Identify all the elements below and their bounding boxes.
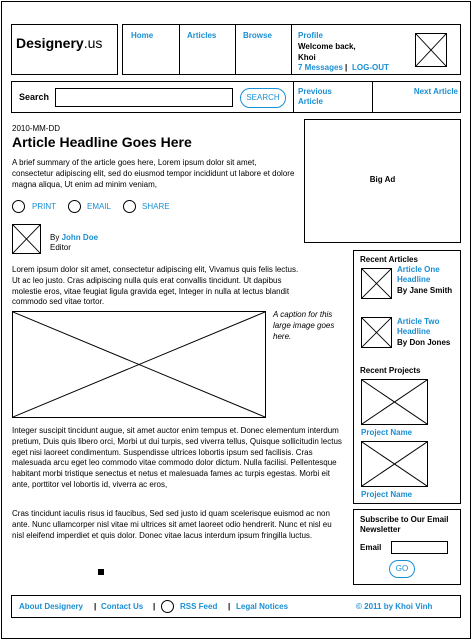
newsletter-title: Subscribe to Our Email Newsletter — [360, 515, 449, 534]
print-icon[interactable] — [12, 200, 25, 213]
logo-text: Designery — [16, 35, 84, 51]
footer-separator: | — [153, 602, 156, 611]
footer-copyright: © 2011 by Khoi Vinh — [356, 602, 433, 611]
search-button[interactable]: SEARCH — [240, 88, 286, 108]
article-large-image[interactable] — [12, 311, 266, 418]
rss-icon[interactable] — [161, 600, 174, 613]
previous-article-link[interactable]: Previous Article — [298, 87, 332, 106]
author-role: Editor — [50, 243, 71, 252]
big-ad[interactable] — [304, 119, 461, 243]
recent-articles-panel — [353, 250, 461, 504]
article-summary: A brief summary of the article goes here, Lorem ipsum dolor sit amet, consectetur adipiscing elit, sed do eiusmod tempor incididunt ut labore et dolore magna aliqua, Ut enim ad minim veniam, — [12, 158, 295, 189]
image-caption: A caption for this large image goes here. — [273, 310, 335, 341]
nav-divider — [291, 25, 292, 74]
logo-tld: .us — [83, 35, 103, 51]
next-article-link[interactable]: Next Article — [413, 87, 458, 96]
recent-article-thumb[interactable] — [361, 268, 392, 299]
ad-label: Big Ad — [369, 175, 396, 184]
newsletter-email-input[interactable] — [391, 541, 448, 554]
author-photo[interactable] — [12, 224, 41, 254]
nav-divider — [235, 25, 236, 74]
search-input[interactable] — [55, 88, 233, 107]
project-thumb[interactable] — [361, 441, 428, 487]
nav-divider — [179, 25, 180, 74]
footer-about-link[interactable]: About Designery — [19, 602, 84, 611]
recent-article-author: By Don Jones — [397, 338, 451, 347]
article-paragraph: Integer suscipit tincidunt augue, sit amet auctor enim tempus et. Donec elementum interdum pretium, Duis quis libero orci, Morbi ut dui turpis, sed viverra tellus, Quisque sollicitudin lectus eget nisi laoreet condimentum. Suspendisse ultrices lobortis ipsum sed facilisis. Cras malesuada arcu eget leo commodo vitae commodo dolor dictum. Nulla facilisi. Pellentesque habitant morbi tristique senectus et netus et malesuada fames ac turpis egestas. Morbi eit ante, porttitor vel lobortis id, viverra ac eros, — [12, 426, 342, 489]
project-name[interactable]: Project Name — [361, 428, 413, 437]
search-divider — [372, 82, 373, 112]
article-headline: Article Headline Goes Here — [12, 134, 192, 150]
recent-article-thumb[interactable] — [361, 317, 392, 348]
nav-articles[interactable]: Articles — [187, 31, 217, 40]
recent-article-title[interactable]: Article Two Headline — [397, 317, 440, 336]
recent-projects-title: Recent Projects — [360, 366, 421, 375]
newsletter-panel — [353, 509, 461, 585]
nav-browse[interactable]: Browse — [243, 31, 272, 40]
footer-separator: | — [94, 602, 97, 611]
recent-articles-title: Recent Articles — [360, 255, 418, 264]
search-bar — [11, 81, 461, 113]
email-icon[interactable] — [68, 200, 81, 213]
separator: | — [345, 63, 348, 72]
footer-contact-link[interactable]: Contact Us — [101, 602, 144, 611]
email-label: Email — [360, 543, 382, 552]
project-name[interactable]: Project Name — [361, 490, 413, 499]
avatar[interactable] — [415, 33, 447, 67]
logo-box[interactable] — [11, 24, 118, 75]
footer-legal-link[interactable]: Legal Notices — [236, 602, 289, 611]
footer-separator: | — [228, 602, 231, 611]
print-link[interactable]: PRINT — [32, 202, 56, 211]
project-thumb[interactable] — [361, 379, 428, 425]
nav-bar — [122, 24, 461, 75]
footer-rss-link[interactable]: RSS Feed — [180, 602, 218, 611]
footer — [11, 595, 461, 618]
search-divider — [293, 82, 294, 112]
recent-article-title[interactable]: Article One Headline — [397, 265, 440, 284]
search-label: Search — [19, 92, 50, 102]
article-paragraph: Cras tincidunt iaculis risus id faucibus, Sed sed justo id quam scelerisque euismod ac non ante. Nunc ullamcorper nisl vitae mi ultrices sit amet laoreet odio hendrerit. Nunc et nisl eu nisl eleifend imperdiet et quis dolor. Donec vitae lacus interdum ipsum fringilla luctus. — [12, 509, 332, 540]
newsletter-go-button[interactable]: GO — [389, 560, 415, 578]
author-name[interactable]: John Doe — [61, 233, 99, 242]
article-paragraph: Lorem ipsum dolor sit amet, consectetur adipiscing elit, Vivamus quis felis lectus. Ut ac leo justo. Cras adipiscing nulla quis erat convallis tincidunt. Ut dapibus molestie eros, vitae feugiat ligula gravida eget, Integer in nulla at lectus blandit commodo sed vitae tortor. — [12, 265, 299, 307]
user-name: Khoi — [298, 53, 316, 62]
logout-link[interactable]: LOG-OUT — [352, 63, 389, 72]
end-mark — [98, 569, 104, 575]
share-link[interactable]: SHARE — [142, 202, 170, 211]
share-icon[interactable] — [123, 200, 136, 213]
article-date: 2010-MM-DD — [12, 124, 61, 133]
author-by: By — [50, 233, 60, 242]
email-link[interactable]: EMAIL — [87, 202, 112, 211]
nav-profile[interactable]: Profile — [298, 31, 323, 40]
nav-home[interactable]: Home — [131, 31, 154, 40]
welcome-text: Welcome back, — [298, 42, 356, 51]
recent-article-author: By Jane Smith — [397, 286, 453, 295]
messages-link[interactable]: 7 Messages — [298, 63, 343, 72]
